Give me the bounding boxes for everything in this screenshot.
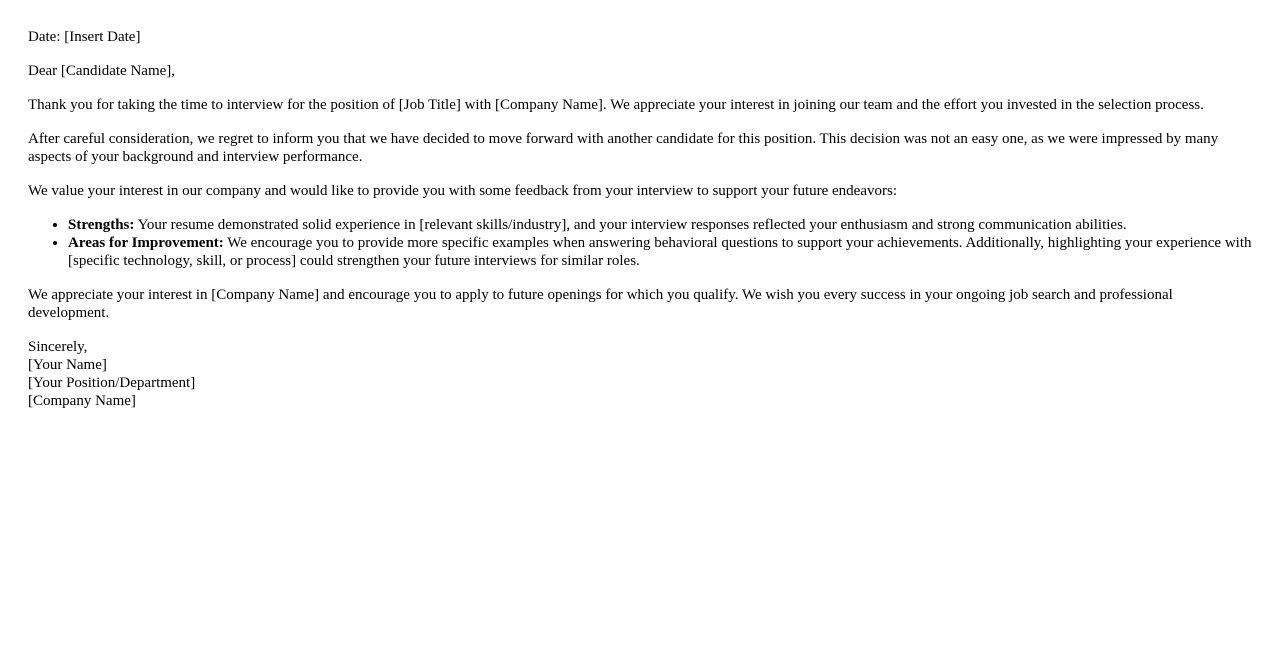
paragraph-feedback-intro: We value your interest in our company and would like to provide you with some feedback from your interview to support your future endeavors: [28,183,897,199]
signature-name: [Your Name] [28,357,107,373]
signature-block [28,338,1254,410]
feedback-item-strengths [68,216,1254,234]
feedback-label: Strengths: [68,217,135,233]
rejection-letter [28,28,1254,426]
feedback-list [28,216,1254,270]
paragraph-thank-you: Thank you for taking the time to interview for the position of [Job Title] with [Company Name]. We appreciate your interest in joining our team and the effort you invested in the selection process. [28,97,1204,113]
feedback-label: Areas for Improvement: [68,235,224,251]
paragraph-closing: We appreciate your interest in [Company Name] and encourage you to apply to future openings for which you qualify. We wish you every success in your ongoing job search and professional development. [28,287,1173,321]
signature-closing: Sincerely, [28,339,88,355]
feedback-item-improvement [68,234,1254,270]
salutation: Dear [Candidate Name], [28,63,176,79]
feedback-text: Your resume demonstrated solid experience in [relevant skills/industry], and your interview responses reflected your enthusiasm and strong communication abilities. [134,217,1127,233]
signature-position: [Your Position/Department] [28,375,196,391]
paragraph-decision: After careful consideration, we regret to inform you that we have decided to move forward with another candidate for this position. This decision was not an easy one, as we were impressed by many aspects of your background and interview performance. [28,131,1219,165]
signature-company: [Company Name] [28,393,136,409]
feedback-text: We encourage you to provide more specific examples when answering behavioral questions to support your achievements. Additionally, highlighting your experience with [specific technology, skill, or process] could strengthen your future interviews for similar roles. [68,235,1252,269]
date-line: Date: [Insert Date] [28,29,141,45]
